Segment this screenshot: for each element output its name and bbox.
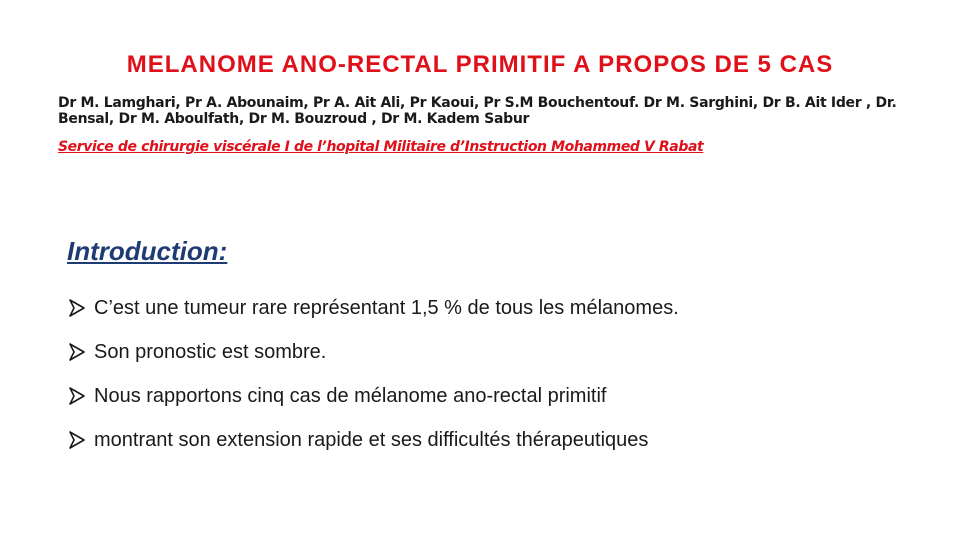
- bullet-item: [68, 374, 679, 418]
- bullet-item: [68, 330, 679, 374]
- bullet-text: Nous rapportons cinq cas de mélanome ano-rectal primitif: [94, 384, 607, 407]
- arrowhead-bullet-icon: [68, 342, 86, 362]
- introduction-heading: Introduction:: [67, 236, 228, 266]
- introduction-bullet-list: [68, 286, 679, 462]
- bullet-item: [68, 286, 679, 330]
- bullet-item: [68, 418, 679, 462]
- arrowhead-bullet-icon: [68, 386, 86, 406]
- bullet-text: C’est une tumeur rare représentant 1,5 % de tous les mélanomes.: [94, 296, 679, 319]
- bullet-text: Son pronostic est sombre.: [94, 340, 327, 363]
- author-list: Dr M. Lamghari, Pr A. Abounaim, Pr A. Ait Ali, Pr Kaoui, Pr S.M Bouchentouf. Dr M. Sarghini, Dr B. Ait Ider , Dr. Bensal, Dr M. Aboulfath, Dr M. Bouzroud , Dr M. Kadem Sabur: [58, 95, 897, 127]
- service-affiliation: Service de chirurgie viscérale I de l’hopital Militaire d’Instruction Mohammed V Rabat: [58, 139, 704, 155]
- slide-title: MELANOME ANO-RECTAL PRIMITIF A PROPOS DE 5 CAS: [126, 51, 834, 78]
- arrowhead-bullet-icon: [68, 430, 86, 450]
- bullet-text: montrant son extension rapide et ses difficultés thérapeutiques: [94, 428, 649, 451]
- arrowhead-bullet-icon: [68, 298, 86, 318]
